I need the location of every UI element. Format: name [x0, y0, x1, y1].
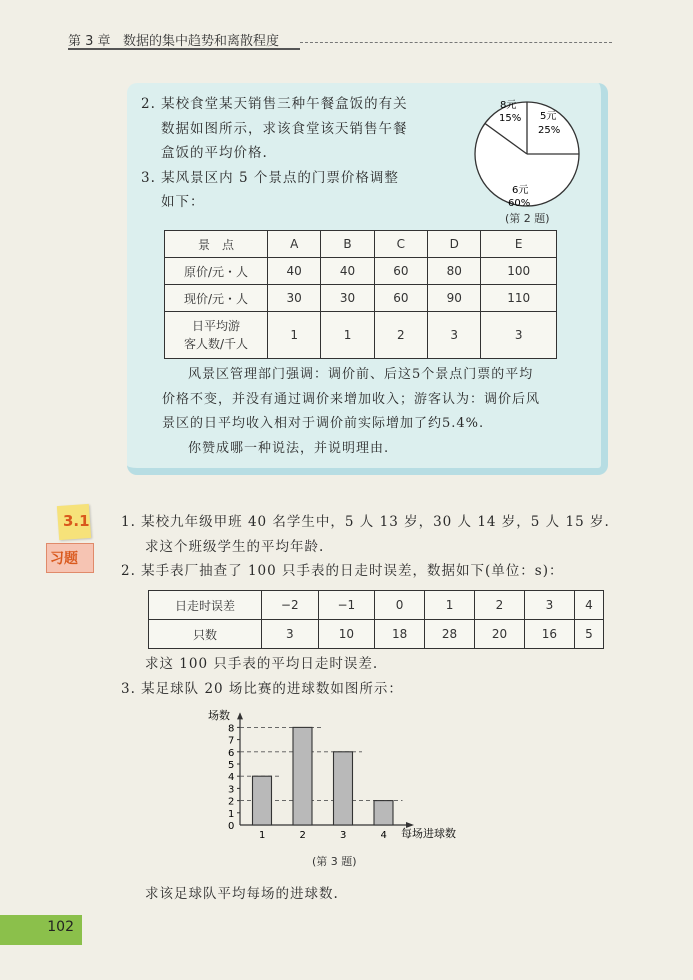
table-cell: 60	[374, 258, 427, 285]
y-axis-arrow	[237, 712, 243, 719]
table-cell: 5	[574, 620, 603, 649]
table-cell: 1	[268, 312, 321, 359]
table-cell: −2	[262, 591, 319, 620]
table-cell: 2	[475, 591, 525, 620]
text-line: 景区的日平均收入相对于调价前实际增加了约5.4%.	[162, 416, 485, 431]
chart-caption: (第 3 题)	[312, 855, 357, 868]
exercise-2-3-text	[121, 652, 621, 701]
table-cell: 日走时误差	[149, 591, 262, 620]
table-cell: 40	[268, 258, 321, 285]
table-cell: 2	[374, 312, 427, 359]
table-cell: 100	[481, 258, 557, 285]
chart-marks	[228, 712, 414, 840]
running-header	[68, 30, 279, 49]
table-cell: D	[428, 231, 481, 258]
table-cell: A	[268, 231, 321, 258]
y-tick-label: 2	[228, 796, 235, 808]
table-cell: 3	[524, 591, 574, 620]
bar	[293, 727, 312, 825]
table-row	[165, 285, 557, 312]
text-line: 你赞成哪一种说法，并说明理由.	[188, 440, 390, 456]
exercise-number-badge: 3.1	[63, 512, 90, 530]
table-cell: 4	[574, 591, 603, 620]
table-row	[149, 620, 604, 649]
bar	[334, 752, 353, 825]
y-tick-label: 5	[228, 760, 235, 771]
table-cell: 90	[428, 285, 481, 312]
table-cell: 28	[425, 620, 475, 649]
y-tick-label: 4	[228, 772, 235, 784]
table-cell: 3	[481, 312, 557, 359]
pie-label-8: 8元	[500, 100, 517, 111]
text-line: 2. 某校食堂某天销售三种午餐盒饭的有关	[141, 96, 408, 112]
exercise-label: 习题	[50, 551, 78, 567]
table-cell: B	[321, 231, 374, 258]
table-cell: 1	[321, 312, 374, 359]
page-number: 102	[47, 919, 74, 935]
text-line: 盒饭的平均价格.	[161, 145, 268, 161]
y-tick-label: 1	[228, 808, 235, 820]
table-cell: C	[374, 231, 427, 258]
text-line: 如下：	[161, 194, 205, 210]
table-cell: 30	[268, 285, 321, 312]
table-cell: 80	[428, 258, 481, 285]
text-line: 求这 100 只手表的平均日走时误差.	[145, 656, 379, 672]
x-tick-label: 4	[380, 830, 387, 840]
goals-bar-chart	[200, 705, 490, 840]
x-tick-label: 3	[340, 830, 347, 840]
table-cell: 现价/元・人	[165, 285, 268, 312]
header-rule	[68, 48, 300, 50]
y-tick-label: 6	[228, 747, 235, 759]
table-cell: 0	[375, 591, 425, 620]
y-tick-label: 7	[228, 735, 235, 747]
bar	[253, 776, 272, 825]
watch-error-table	[148, 590, 604, 649]
pie-caption: (第 2 题)	[505, 212, 550, 225]
text-line: 2. 某手表厂抽查了 100 只手表的日走时误差，数据如下(单位：s)：	[121, 563, 564, 579]
table-row	[149, 591, 604, 620]
pie-label-5: 5元	[540, 111, 557, 122]
table-header-row	[165, 231, 557, 258]
table-cell: 10	[318, 620, 375, 649]
table-row	[165, 312, 557, 359]
question-2-text	[141, 92, 461, 215]
explanation-paragraph	[162, 363, 592, 461]
table-cell: 原价/元・人	[165, 258, 268, 285]
table-cell: 只数	[149, 620, 262, 649]
chapter-title: 数据的集中趋势和离散程度	[122, 34, 279, 49]
y-tick-label: 0	[228, 821, 235, 832]
exercise-1-text	[121, 510, 621, 584]
table-cell: 18	[375, 620, 425, 649]
y-tick-label: 3	[228, 784, 235, 796]
x-axis-label: 每场进球数	[401, 827, 456, 840]
exercise-3-question: 求该足球队平均每场的进球数.	[145, 886, 339, 902]
table-cell: 16	[524, 620, 574, 649]
pie-pct-8: 15%	[499, 113, 522, 124]
ticket-price-table	[164, 230, 557, 359]
bar	[374, 801, 393, 825]
table-cell: 40	[321, 258, 374, 285]
table-cell: E	[481, 231, 557, 258]
table-cell: 日平均游 客人数/千人	[165, 312, 268, 359]
table-cell: 60	[374, 285, 427, 312]
text-line: 1. 某校九年级甲班 40 名学生中，5 人 13 岁，30 人 14 岁，5 人 15 岁.	[121, 514, 610, 530]
pie-label-6: 6元	[512, 185, 529, 196]
table-cell: 3	[262, 620, 319, 649]
pie-chart	[470, 86, 595, 226]
x-tick-label: 1	[259, 830, 266, 840]
table-cell: 3	[428, 312, 481, 359]
table-cell: 1	[425, 591, 475, 620]
text-line: 风景区管理部门强调：调价前、后这5个景点门票的平均	[188, 367, 534, 382]
y-axis-label: 场数	[208, 709, 230, 722]
table-cell: −1	[318, 591, 375, 620]
table-cell: 30	[321, 285, 374, 312]
table-cell: 110	[481, 285, 557, 312]
x-tick-label: 2	[299, 830, 306, 840]
table-cell: 景 点	[165, 231, 268, 258]
text-line: 数据如图所示，求该食堂该天销售午餐	[161, 120, 408, 137]
text-line: 价格不变，并没有通过调价来增加收入；游客认为：调价后风	[162, 391, 541, 407]
text-line: 3. 某足球队 20 场比赛的进球数如图所示：	[121, 680, 403, 697]
pie-pct-6: 60%	[508, 198, 531, 209]
table-cell: 20	[475, 620, 525, 649]
y-tick-label: 8	[228, 723, 235, 735]
text-line: 求这个班级学生的平均年龄.	[145, 538, 325, 555]
text-line: 3. 某风景区内 5 个景点的门票价格调整	[141, 169, 399, 186]
table-row	[165, 258, 557, 285]
header-dashed-rule	[300, 42, 612, 43]
chapter-label: 第 3 章	[68, 34, 111, 49]
pie-pct-5: 25%	[538, 125, 561, 136]
